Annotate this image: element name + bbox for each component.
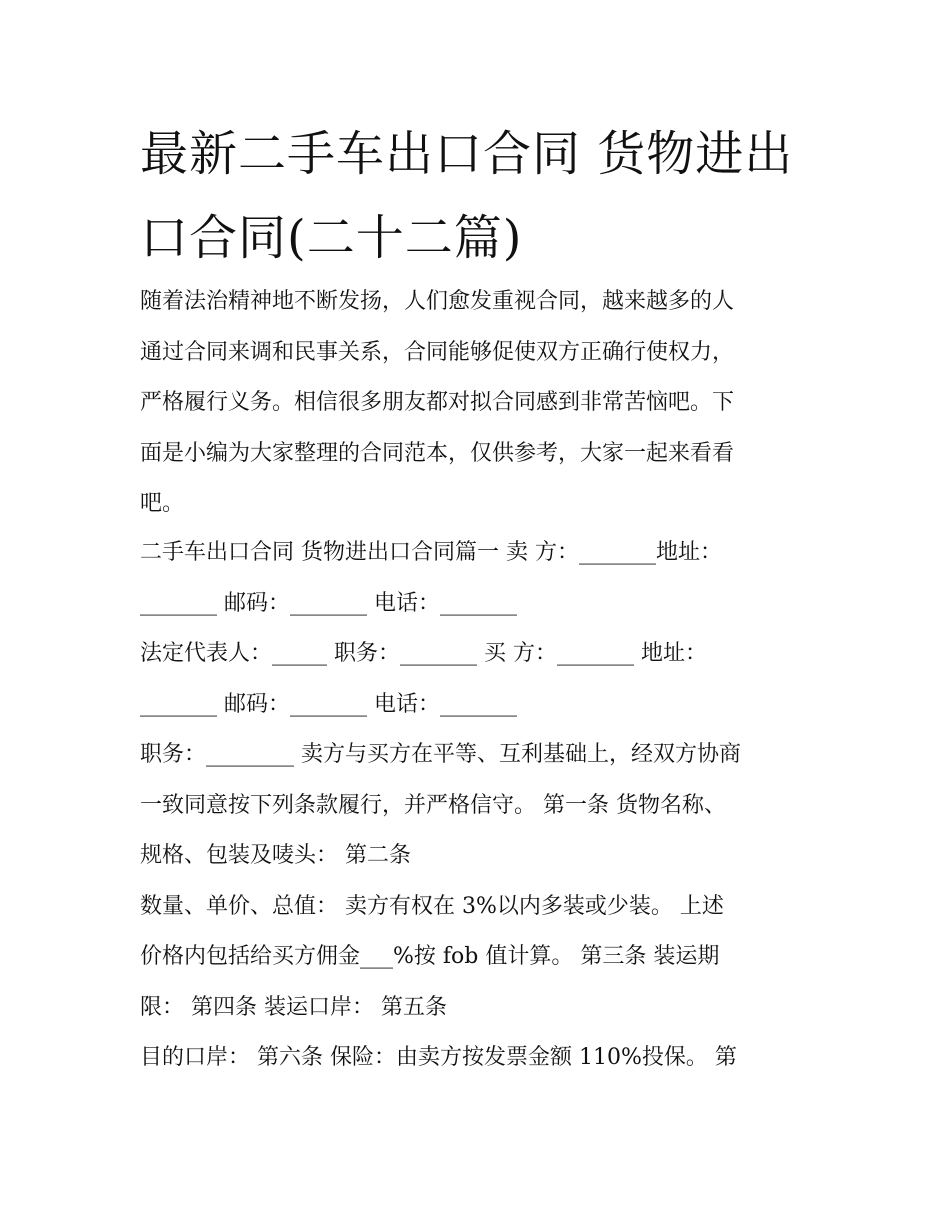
contract-line-8: 数量、单价、总值： 卖方有权在 3%以内多装或少装。 上述 (140, 893, 724, 919)
intro-line-5: 吧。 (140, 491, 185, 516)
intro-line-2: 通过合同来调和民事关系，合同能够促使双方正确行使权力， (140, 339, 735, 365)
title-line-2: 口合同(二十二篇) (140, 210, 523, 266)
contract-line-2: _______ 邮码：_______ 电话：_______ (140, 590, 517, 616)
contract-line-4: _______ 邮码：_______ 电话：_______ (140, 691, 517, 717)
title-line-1: 最新二手车出口合同 货物进出 (140, 126, 794, 182)
document-title (140, 112, 820, 280)
intro-line-4: 面是小编为大家整理的合同范本，仅供参考，大家一起来看看 (140, 440, 735, 466)
contract-line-11: 目的口岸： 第六条 保险：由卖方按发票金额 110%投保。 第 (140, 1045, 737, 1070)
intro-paragraph (140, 277, 820, 530)
intro-line-1: 随着法治精神地不断发扬，人们愈发重视合同，越来越多的人 (140, 289, 735, 314)
intro-line-3: 严格履行义务。相信很多朋友都对拟合同感到非常苦恼吧。下 (140, 390, 735, 415)
contract-line-5: 职务：________ 卖方与买方在平等、互利基础上，经双方协商 (140, 742, 741, 767)
contract-line-10: 限： 第四条 装运口岸： 第五条 (140, 994, 447, 1020)
contract-line-9: 价格内包括给买方佣金___%按 fob 值计算。 第三条 装运期 (140, 944, 720, 969)
contract-line-3: 法定代表人：_____ 职务：_______ 买 方：_______ 地址： (140, 641, 707, 666)
contract-line-7: 规格、包装及唛头： 第二条 (140, 843, 411, 868)
contract-line-6: 一致同意按下列条款履行，并严格信守。 第一条 货物名称、 (140, 792, 726, 818)
contract-line-1: 二手车出口合同 货物进出口合同篇一 卖 方：_______地址： (140, 540, 722, 565)
contract-body (140, 528, 820, 1084)
